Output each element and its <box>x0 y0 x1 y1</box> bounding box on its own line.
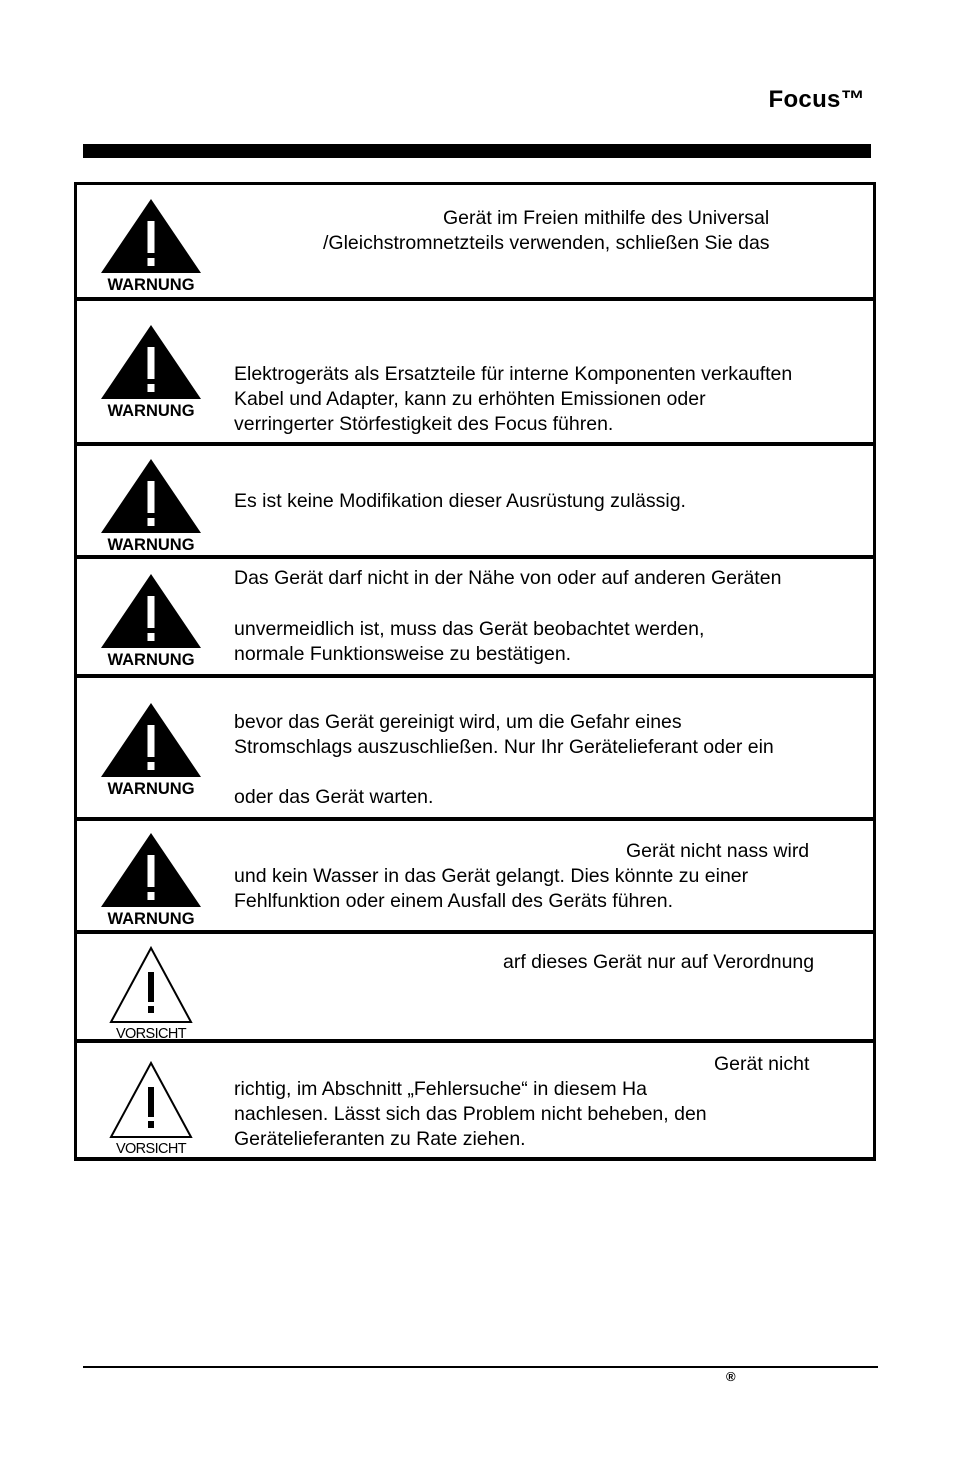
warning-label: WARNUNG <box>107 536 195 554</box>
header-title: Focus™ <box>768 86 865 113</box>
registered-mark: ® <box>726 1369 736 1384</box>
warning-text-line: normale Funktionsweise zu bestätigen. <box>234 643 572 665</box>
warning-row <box>77 678 873 821</box>
warning-icon-cell <box>77 678 227 817</box>
warning-text-line: richtig, im Abschnitt „Fehlersuche“ in diesem Ha <box>234 1078 647 1100</box>
warning-triangle-icon <box>99 831 203 929</box>
warning-icon-cell <box>77 301 227 442</box>
warning-text-line: nachlesen. Lässt sich das Problem nicht beheben, den <box>234 1103 707 1125</box>
caution-triangle-icon <box>99 944 203 1042</box>
warning-text-line: Gerät im Freien mithilfe des Universal <box>443 207 770 229</box>
warning-text-line: Das Gerät darf nicht in der Nähe von oder auf anderen Geräten <box>234 567 782 589</box>
warning-text-line: Elektrogeräts als Ersatzteile für interne Komponenten verkauften <box>234 363 793 385</box>
warning-row <box>77 559 873 678</box>
footer-rule <box>83 1366 878 1368</box>
warning-triangle-icon <box>99 323 203 421</box>
warning-icon-cell <box>77 185 227 297</box>
warning-text-line: /Gleichstromnetzteils verwenden, schließen Sie das <box>323 232 770 254</box>
warning-row <box>77 446 873 559</box>
warning-label: WARNUNG <box>107 651 195 669</box>
caution-triangle-icon <box>99 1059 203 1157</box>
caution-icon-cell <box>77 934 227 1042</box>
warning-text-line: Kabel und Adapter, kann zu erhöhten Emissionen oder <box>234 388 706 410</box>
header-bar <box>83 144 871 158</box>
warning-triangle-icon <box>99 701 203 799</box>
warning-row <box>77 821 873 934</box>
warning-text-line: Gerät nicht <box>714 1053 810 1075</box>
warning-text-line: unvermeidlich ist, muss das Gerät beobachtet werden, <box>234 618 705 640</box>
warning-text-line: Es ist keine Modifikation dieser Ausrüstung zulässig. <box>234 490 686 512</box>
warning-text-line: und kein Wasser in das Gerät gelangt. Dies könnte zu einer <box>234 865 749 887</box>
warning-text-line: Gerät nicht nass wird <box>626 840 810 862</box>
warning-text-line: arf dieses Gerät nur auf Verordnung <box>503 951 815 973</box>
warning-triangle-icon <box>99 572 203 670</box>
caution-label: VORSICHT <box>115 1026 187 1042</box>
warning-table <box>74 182 876 1161</box>
warning-row <box>77 934 873 1043</box>
warning-triangle-icon <box>99 457 203 555</box>
warning-label: WARNUNG <box>107 910 195 928</box>
warning-text-line: Stromschlags auszuschließen. Nur Ihr Gerätelieferant oder ein <box>234 736 774 758</box>
warning-row <box>77 301 873 446</box>
warning-text-line: Gerätelieferanten zu Rate ziehen. <box>234 1128 526 1150</box>
warning-label: WARNUNG <box>107 276 195 294</box>
warning-row <box>77 185 873 301</box>
warning-text-line: Fehlfunktion oder einem Ausfall des Geräts führen. <box>234 890 673 912</box>
warning-icon-cell <box>77 821 227 930</box>
warning-text-line: oder das Gerät warten. <box>234 786 434 808</box>
warning-label: WARNUNG <box>107 402 195 420</box>
caution-icon-cell <box>77 1043 227 1157</box>
warning-icon-cell <box>77 446 227 555</box>
warning-label: WARNUNG <box>107 780 195 798</box>
caution-label: VORSICHT <box>115 1141 187 1157</box>
warning-icon-cell <box>77 559 227 674</box>
warning-text-line: bevor das Gerät gereinigt wird, um die Gefahr eines <box>234 711 682 733</box>
warning-text-line: verringerter Störfestigkeit des Focus führen. <box>234 413 614 435</box>
warning-triangle-icon <box>99 197 203 295</box>
warning-row <box>77 1043 873 1161</box>
